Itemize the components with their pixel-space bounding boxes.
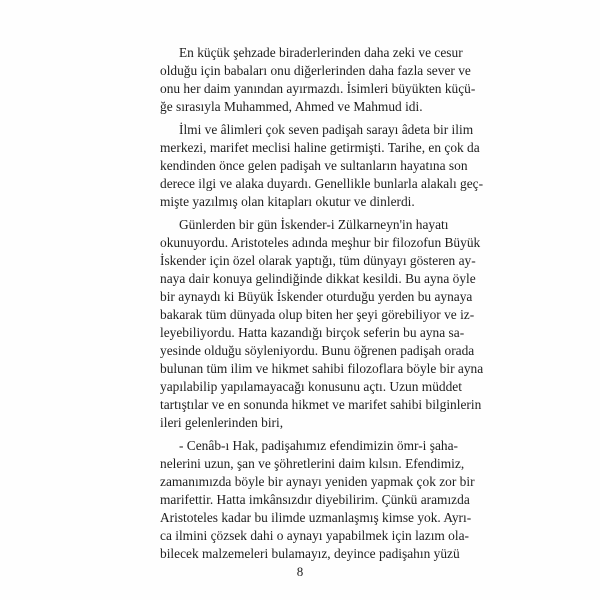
text-line: ca ilmini çözsek dahi o aynayı yapabilmek için lazım ola- (160, 528, 469, 543)
text-line: yapılabilip yapılamayacağı konusunu açtı. Uzun müddet (160, 379, 462, 394)
text-line: leyebiliyordu. Hatta kazandığı birçok seferin bu ayna sa- (160, 325, 465, 340)
text-line: mişte yazılmış olan kitapları okutur ve dinlerdi. (160, 194, 415, 209)
paragraph-4 (160, 437, 475, 563)
text-line: ileri gelenlerinden biri, (160, 415, 284, 430)
text-line: bir aynaydı ki Büyük İskender oturduğu yerden bu aynaya (160, 289, 473, 304)
text-line: İlmi ve âlimleri çok seven padişah sarayı âdeta bir ilim (179, 122, 474, 137)
text-line: merkezi, marifet meclisi haline getirmişti. Tarihe, en çok da (160, 140, 480, 155)
paragraph-3 (160, 216, 484, 432)
text-line: bulunan tüm ilim ve hikmet sahibi filozoflara böyle bir ayna (160, 361, 484, 376)
text-line: Aristoteles kadar bu ilimde uzmanlaşmış kimse yok. Ayrı- (160, 510, 472, 525)
text-line: kendinden önce gelen padişah ve sultanların hayatına son (160, 158, 468, 173)
page-number: 8 (296, 564, 304, 579)
text-line: olduğu için babaları onu diğerlerinden daha fazla sever ve (160, 63, 471, 78)
text-line: marifettir. Hatta imkânsızdır diyebilirim. Çünkü aramızda (160, 492, 470, 507)
text-line: yesinde olduğu söyleniyordu. Bunu öğrenen padişah orada (160, 343, 475, 358)
text-line: ğe sırasıyla Muhammed, Ahmed ve Mahmud idi. (160, 99, 423, 114)
body-text (160, 44, 484, 568)
text-line: bakarak tüm dünyada olup biten her şeyi görebiliyor ve iz- (160, 307, 475, 322)
paragraph-1 (160, 44, 476, 116)
text-line: nelerini uzun, şan ve şöhretlerini daim kılsın. Efendimiz, (160, 456, 465, 471)
text-line: derece ilgi ve alaka duyardı. Genellikle bunlarla alakalı geç- (160, 176, 484, 191)
text-line: tartıştılar ve en sonunda hikmet ve marifet sahibi bilginlerin (160, 397, 482, 412)
text-line: - Cenâb-ı Hak, padişahımız efendimizin ömr-i şaha- (179, 438, 458, 453)
text-line: onu her daim yanından ayırmazdı. İsimleri büyükten küçü- (160, 81, 476, 96)
text-line: zamanımızda böyle bir aynayı yeniden yapmak çok zor bir (160, 474, 475, 489)
text-line: Günlerden bir gün İskender-i Zülkarneyn'in hayatı (179, 217, 449, 232)
text-line: İskender için özel olarak yaptığı, tüm dünyayı gösteren ay- (160, 253, 476, 268)
text-line: naya dair konuya gelindiğinde dikkat kesildi. Bu ayna öyle (160, 271, 476, 286)
text-line: En küçük şehzade biraderlerinden daha zeki ve cesur (179, 45, 463, 60)
text-line: okunuyordu. Aristoteles adında meşhur bir filozofun Büyük (160, 235, 481, 250)
paragraph-2 (160, 121, 484, 211)
text-line: bilecek malzemeleri bulamayız, deyince padişahın yüzü (160, 546, 460, 561)
